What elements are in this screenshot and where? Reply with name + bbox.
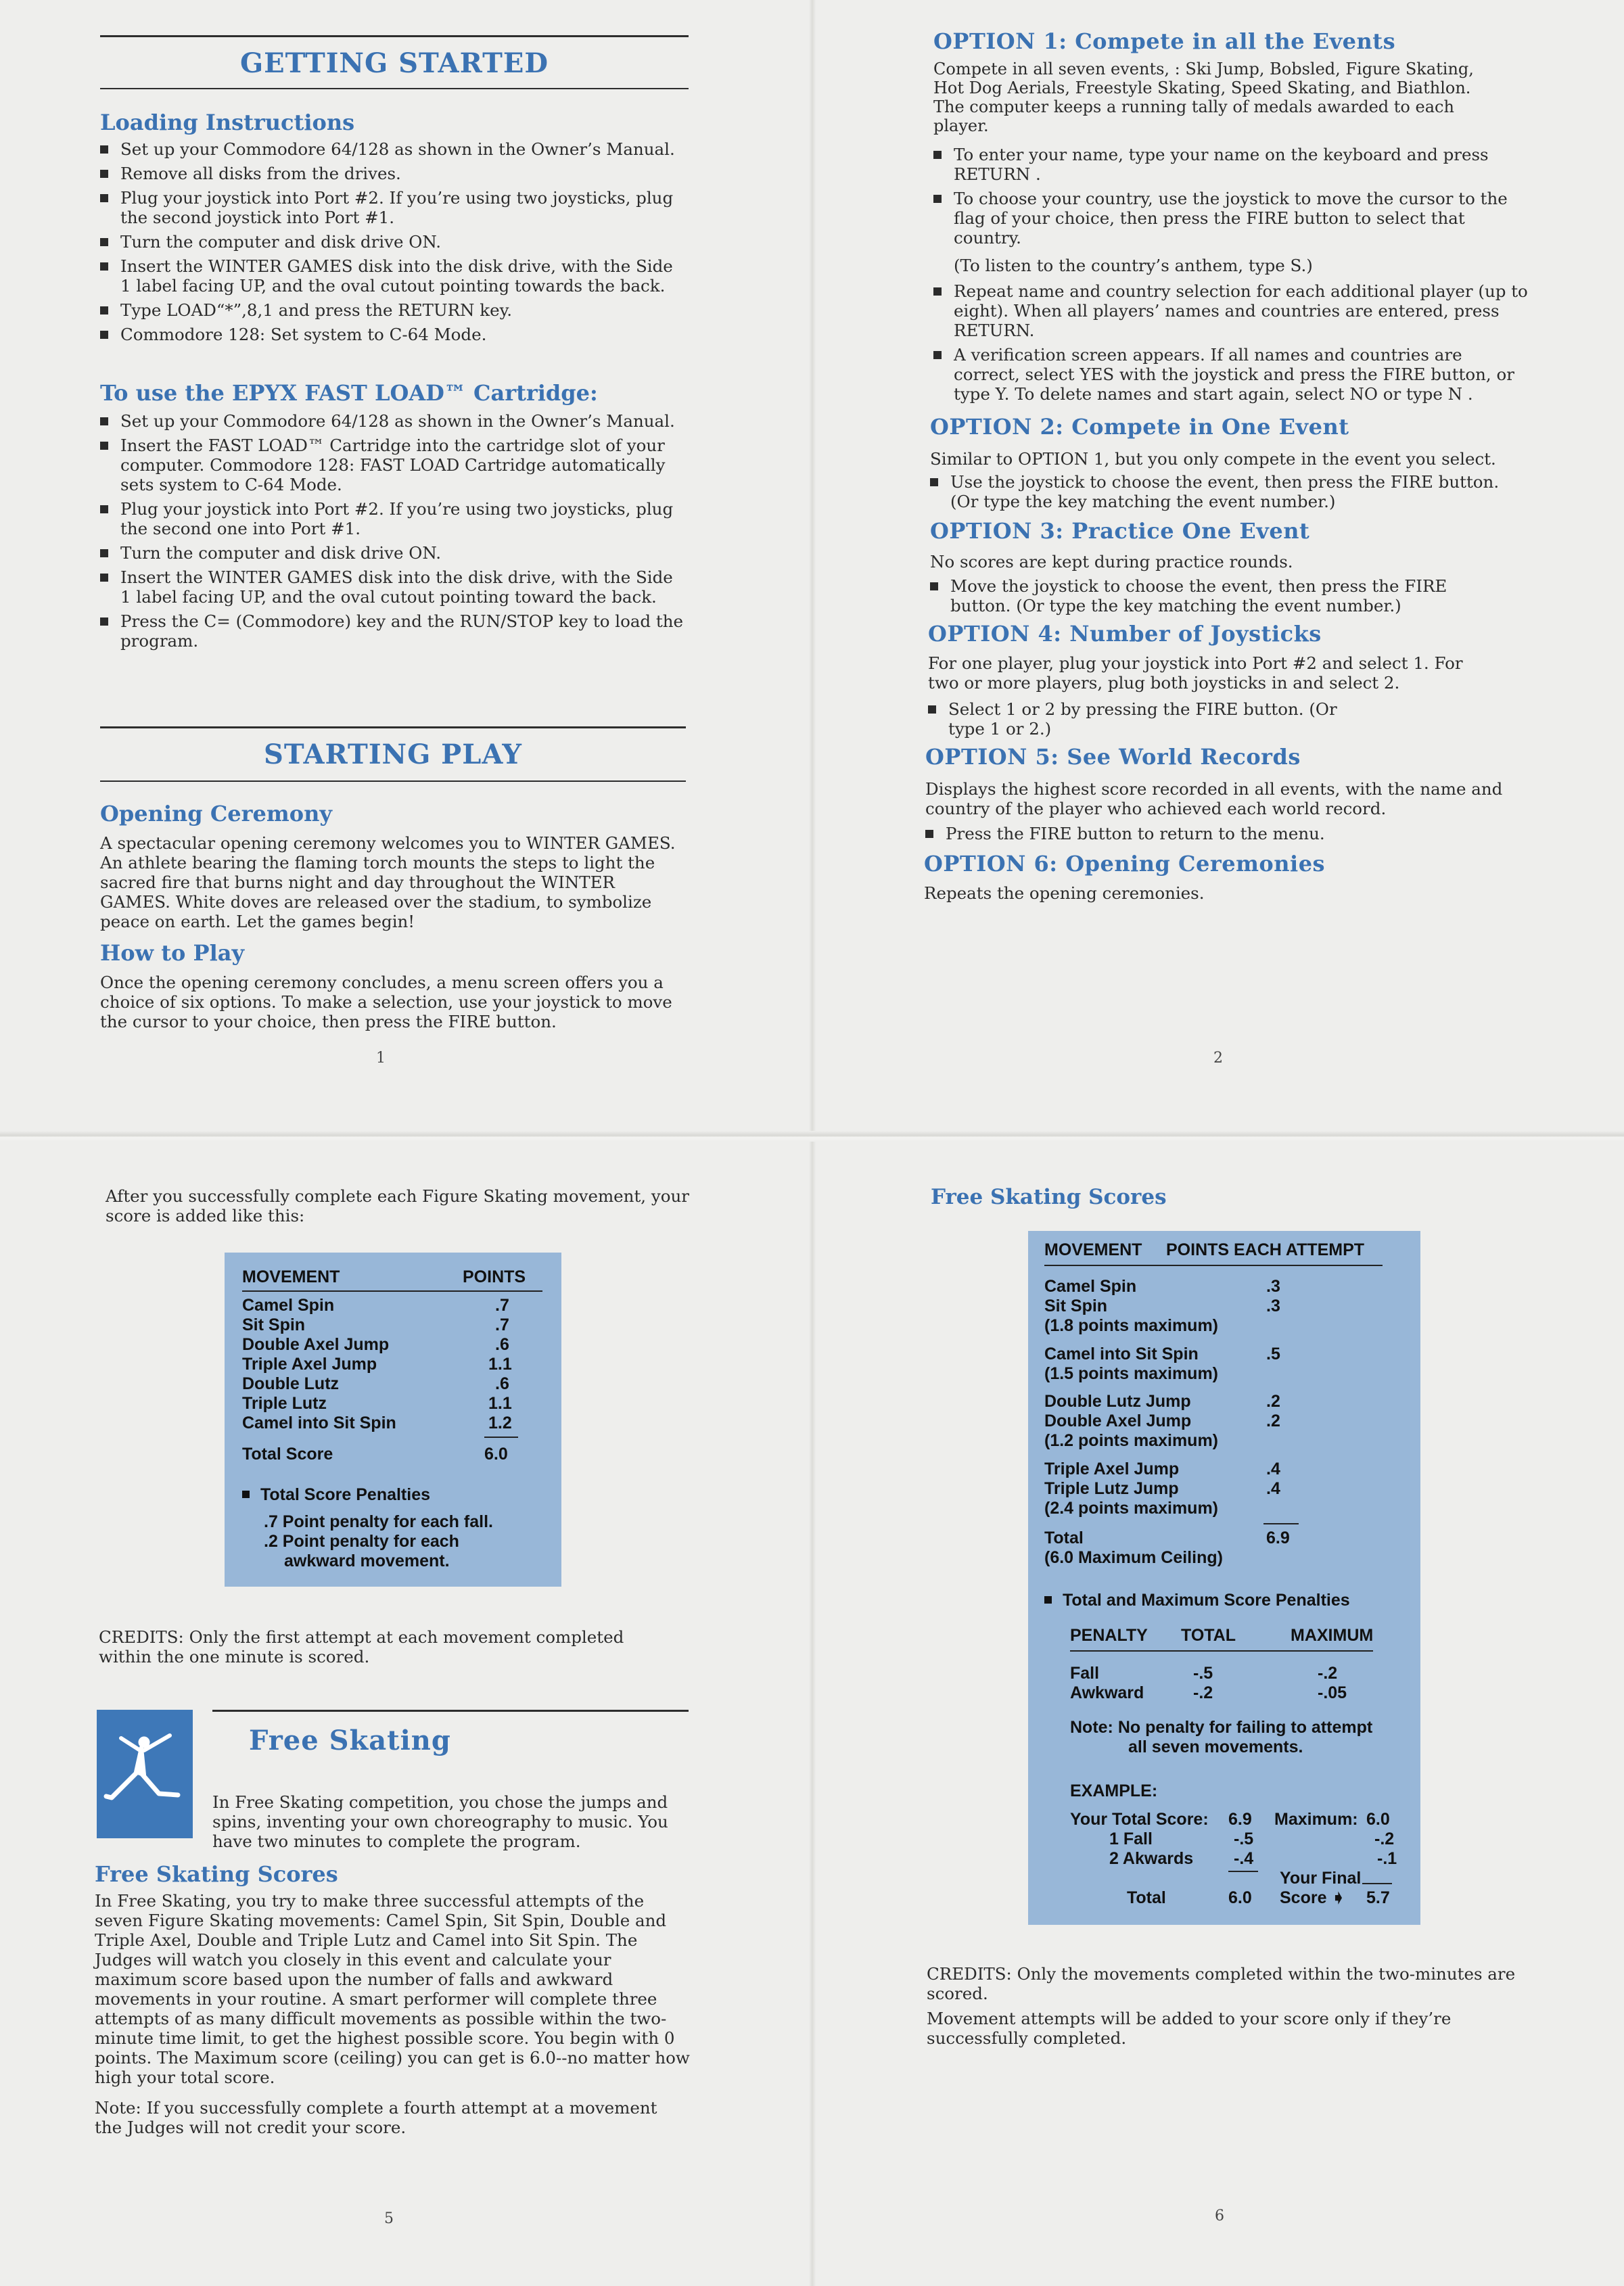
option-1-intro: Compete in all seven events, : Ski Jump, Bobsled, Figure Skating, Hot Dog Aerials, Freestyle Skating, Speed Skating, and Biathlon. The computer keeps a running tally of medals awarded to each player. bbox=[933, 60, 1474, 135]
example-awkward-label: 2 Akwards bbox=[1109, 1849, 1194, 1868]
total-score-value: 6.0 bbox=[484, 1445, 508, 1464]
list-item: To choose your country, use the joystick to move the cursor to the flag of your choice, then press the FIRE button to select that country. bbox=[933, 189, 1529, 248]
example-final-label: Your Final bbox=[1280, 1869, 1362, 1888]
table-row-points: .4 bbox=[1266, 1479, 1280, 1498]
option-2-heading: OPTION 2: Compete in One Event bbox=[930, 414, 1349, 440]
page-number: 5 bbox=[384, 2210, 394, 2227]
list-item: Remove all disks from the drives. bbox=[100, 164, 689, 183]
free-skating-rule bbox=[212, 1710, 689, 1712]
list-item: Use the joystick to choose the event, then press the FIRE button. (Or type the key matching the event number.) bbox=[930, 472, 1525, 511]
table-row-movement: Camel into Sit Spin bbox=[1044, 1345, 1199, 1363]
header-rule bbox=[242, 1290, 542, 1292]
list-item: Turn the computer and disk drive ON. bbox=[100, 232, 689, 252]
option-3-heading: OPTION 3: Practice One Event bbox=[930, 518, 1310, 544]
page-6-credits: CREDITS: Only the movements completed within the two-minutes are scored. bbox=[927, 1964, 1516, 2003]
table-row-movement: Camel Spin bbox=[242, 1296, 335, 1315]
example-final-score-label: Score ➧ bbox=[1280, 1888, 1346, 1907]
example-fall: -.5 bbox=[1234, 1829, 1254, 1848]
table-row-movement: Sit Spin bbox=[242, 1315, 306, 1334]
pen-row-total: -.5 bbox=[1193, 1664, 1213, 1683]
list-item: Turn the computer and disk drive ON. bbox=[100, 543, 689, 563]
sum-rule bbox=[1263, 1523, 1299, 1524]
loading-instructions-heading: Loading Instructions bbox=[100, 110, 355, 135]
free-skating-scores-heading: Free Skating Scores bbox=[95, 1861, 338, 1887]
list-item: Select 1 or 2 by pressing the FIRE button. (Or type 1 or 2.) bbox=[928, 699, 1347, 739]
table-row-points: .2 bbox=[1266, 1392, 1280, 1411]
example-fall-label: 1 Fall bbox=[1109, 1829, 1153, 1848]
page-5-credits: CREDITS: Only the first attempt at each movement completed within the one minute is scored. bbox=[99, 1627, 624, 1666]
penalties-heading: Total Score Penalties bbox=[260, 1485, 431, 1504]
pen-row-penalty: Fall bbox=[1070, 1664, 1100, 1683]
fastload-heading: To use the EPYX FAST LOAD™ Cartridge: bbox=[100, 380, 598, 406]
penalty-fall: .7 Point penalty for each fall. bbox=[264, 1512, 493, 1531]
example-awkward-max: -.1 bbox=[1377, 1849, 1397, 1868]
table-row-points: .6 bbox=[495, 1335, 509, 1354]
list-item: Commodore 128: Set system to C-64 Mode. bbox=[100, 325, 689, 344]
table-row-points: .4 bbox=[1266, 1460, 1280, 1478]
table-row-points: .7 bbox=[495, 1315, 509, 1334]
example-awkward: -.4 bbox=[1234, 1849, 1254, 1868]
figure-skater-icon bbox=[97, 1710, 193, 1838]
list-item: Insert the FAST LOAD™ Cartridge into the cartridge slot of your computer. Commodore 128: FAST LOAD Cartridge automatically sets system to C-64 Mode. bbox=[100, 436, 689, 494]
option-2-intro: Similar to OPTION 1, but you only compete in the event you select. bbox=[930, 449, 1496, 469]
option-5-heading: OPTION 5: See World Records bbox=[925, 744, 1301, 770]
col-movement-header: MOVEMENT bbox=[1044, 1240, 1142, 1259]
example-score-label: Your Total Score: bbox=[1070, 1810, 1209, 1829]
table-row-note: (1.2 points maximum) bbox=[1044, 1431, 1218, 1450]
list-item: Plug your joystick into Port #2. If you’re using two joysticks, plug the second joystick into Port #1. bbox=[100, 188, 689, 227]
list-item: Repeat name and country selection for each additional player (up to eight). When all players’ names and countries are entered, press RETURN. bbox=[933, 281, 1529, 340]
skater-logo bbox=[97, 1710, 193, 1838]
table-row-points: .3 bbox=[1266, 1277, 1280, 1296]
table-row-note: (2.4 points maximum) bbox=[1044, 1499, 1218, 1518]
table-row-movement: Double Lutz bbox=[242, 1374, 340, 1393]
example-max-label: Maximum: bbox=[1274, 1810, 1358, 1829]
option-1-heading: OPTION 1: Compete in all the Events bbox=[933, 28, 1396, 54]
example-max: 6.0 bbox=[1366, 1810, 1390, 1829]
col-points-header: POINTS bbox=[463, 1267, 526, 1286]
penalty-awkward-cont: awkward movement. bbox=[284, 1552, 450, 1570]
table-row-note: (1.8 points maximum) bbox=[1044, 1316, 1218, 1335]
pen-col-total: TOTAL bbox=[1181, 1626, 1236, 1645]
table-row-movement: Camel Spin bbox=[1044, 1277, 1137, 1296]
free-skating-scores-text: In Free Skating, you try to make three successful attempts of the seven Figure Skating movements: Camel Spin, Sit Spin, Double and Triple Axel, Double and Triple Lutz and Camel into Sit Spin. The Judges will watch you closely in this event and calculate your maximum score based upon the number of falls and awkward movements in your routine. A smart performer will complete three attempts of as many difficult movements as possible within the two-minute time limit, to get the highest possible score. You begin with 0 points. The Maximum score (ceiling) you can get is 6.0--no matter how high your total score. bbox=[95, 1891, 690, 2087]
page-number: 6 bbox=[1215, 2208, 1224, 2224]
table-row-points: .2 bbox=[1266, 1412, 1280, 1430]
option-4-heading: OPTION 4: Number of Joysticks bbox=[928, 621, 1322, 647]
list-item: Plug your joystick into Port #2. If you’re using two joysticks, plug the second one into Port #1. bbox=[100, 499, 689, 538]
table-row-movement: Double Lutz Jump bbox=[1044, 1392, 1191, 1411]
starting-play-title: STARTING PLAY bbox=[264, 739, 522, 770]
penalty-note-cont: all seven movements. bbox=[1128, 1737, 1303, 1756]
pen-row-penalty: Awkward bbox=[1070, 1683, 1144, 1702]
option-6-intro: Repeats the opening ceremonies. bbox=[924, 883, 1205, 903]
option-5-intro: Displays the highest score recorded in all events, with the name and country of the player who achieved each world record. bbox=[925, 779, 1503, 818]
total-score-label: Total Score bbox=[242, 1445, 333, 1464]
col-movement-header: MOVEMENT bbox=[242, 1267, 340, 1286]
table-row-movement: Triple Lutz bbox=[242, 1394, 327, 1413]
example-fall-max: -.2 bbox=[1374, 1829, 1395, 1848]
list-item: Set up your Commodore 64/128 as shown in the Owner’s Manual. bbox=[100, 139, 689, 159]
list-item: Insert the WINTER GAMES disk into the disk drive, with the Side 1 label facing UP, and the oval cutout pointing toward the back. bbox=[100, 567, 689, 607]
bullet-icon bbox=[1044, 1596, 1052, 1604]
table-row-note: (6.0 Maximum Ceiling) bbox=[1044, 1548, 1223, 1567]
example-total: 6.0 bbox=[1228, 1888, 1252, 1907]
penalties-heading: Total and Maximum Score Penalties bbox=[1063, 1591, 1350, 1610]
table-row-movement: Sit Spin bbox=[1044, 1297, 1108, 1315]
anthem-note: (To listen to the country’s anthem, type S.) bbox=[954, 256, 1313, 275]
pen-row-maximum: -.05 bbox=[1318, 1683, 1347, 1702]
example-total-label: Total bbox=[1127, 1888, 1166, 1907]
list-item: Insert the WINTER GAMES disk into the disk drive, with the Side 1 label facing UP, and the oval cutout pointing towards the back. bbox=[100, 256, 689, 296]
list-item: Move the joystick to choose the event, then press the FIRE button. (Or type the key matching the event number.) bbox=[930, 576, 1485, 615]
table-row-points: .3 bbox=[1266, 1297, 1280, 1315]
how-to-play-text: Once the opening ceremony concludes, a menu screen offers you a choice of six options. To make a selection, use your joystick to move the cursor to your choice, then press the FIRE button. bbox=[100, 973, 672, 1031]
option-3-intro: No scores are kept during practice rounds. bbox=[930, 552, 1293, 572]
table-row-movement: Triple Axel Jump bbox=[242, 1355, 377, 1374]
example-final-rule bbox=[1362, 1883, 1392, 1884]
table-row-points: .7 bbox=[495, 1296, 509, 1315]
list-item: Set up your Commodore 64/128 as shown in the Owner’s Manual. bbox=[100, 411, 689, 431]
pen-col-penalty: PENALTY bbox=[1070, 1626, 1148, 1645]
option-6-heading: OPTION 6: Opening Ceremonies bbox=[924, 851, 1326, 877]
table-row-movement: Double Axel Jump bbox=[242, 1335, 390, 1354]
how-to-play-heading: How to Play bbox=[100, 940, 245, 966]
sum-rule bbox=[484, 1437, 518, 1438]
page-6-credits-2: Movement attempts will be added to your score only if they’re successfully completed. bbox=[927, 2009, 1452, 2048]
pen-row-maximum: -.2 bbox=[1318, 1664, 1338, 1683]
header-rule bbox=[1044, 1265, 1383, 1266]
list-item: A verification screen appears. If all names and countries are correct, select YES with the joystick and press the FIRE button, or type Y. To delete names and start again, select NO or type N . bbox=[933, 345, 1529, 404]
table-row-points: 1.1 bbox=[488, 1355, 512, 1374]
table-row-points: 1.1 bbox=[488, 1394, 512, 1413]
list-item: Press the C= (Commodore) key and the RUN/STOP key to load the program. bbox=[100, 611, 689, 651]
table-row-movement: Triple Lutz Jump bbox=[1044, 1479, 1179, 1498]
table-row-movement: Double Axel Jump bbox=[1044, 1412, 1192, 1430]
opening-ceremony-text: A spectacular opening ceremony welcomes you to WINTER GAMES. An athlete bearing the flaming torch mounts the steps to light the sacred fire that burns night and day throughout the WINTER GAMES. White doves are released over the stadium, to symbolize peace on earth. Let the games begin! bbox=[100, 833, 676, 931]
table-total-value: 6.9 bbox=[1266, 1529, 1290, 1547]
table-row-note: (1.5 points maximum) bbox=[1044, 1364, 1218, 1383]
pen-col-maximum: MAXIMUM bbox=[1291, 1626, 1374, 1645]
page-number: 2 bbox=[1213, 1050, 1223, 1067]
table-row-movement: Camel into Sit Spin bbox=[242, 1414, 396, 1432]
opening-ceremony-heading: Opening Ceremony bbox=[100, 801, 332, 826]
table-row-points: .5 bbox=[1266, 1345, 1280, 1363]
list-item: Press the FIRE button to return to the menu. bbox=[925, 824, 1521, 843]
table-row-movement: Triple Axel Jump bbox=[1044, 1460, 1180, 1478]
example-sum-rule bbox=[1228, 1871, 1258, 1872]
page-6 bbox=[812, 0, 1624, 2286]
penalty-awkward: .2 Point penalty for each bbox=[264, 1532, 459, 1551]
option-4-intro: For one player, plug your joystick into Port #2 and select 1. For two or more players, plug both joysticks in and select 2. bbox=[928, 653, 1463, 693]
bullet-icon bbox=[242, 1491, 250, 1498]
page-number: 1 bbox=[376, 1050, 386, 1067]
table-total-label: Total bbox=[1044, 1529, 1084, 1547]
free-skating-title: Free Skating bbox=[249, 1725, 451, 1756]
example-heading: EXAMPLE: bbox=[1070, 1781, 1158, 1800]
table-row-points: 1.2 bbox=[488, 1414, 512, 1432]
figure-skating-score-table bbox=[225, 1253, 561, 1587]
example-final-score: 5.7 bbox=[1366, 1888, 1390, 1907]
penalty-note: Note: No penalty for failing to attempt bbox=[1070, 1718, 1373, 1737]
list-item: To enter your name, type your name on the keyboard and press RETURN . bbox=[933, 145, 1529, 184]
getting-started-title: GETTING STARTED bbox=[239, 47, 549, 79]
free-skating-note: Note: If you successfully complete a fourth attempt at a movement the Judges will not credit your score. bbox=[95, 2098, 657, 2137]
free-skating-score-table bbox=[1028, 1231, 1420, 1925]
free-skating-intro: In Free Skating competition, you chose the jumps and spins, inventing your own choreography to music. You have two minutes to complete the program. bbox=[212, 1792, 668, 1851]
pen-row-total: -.2 bbox=[1193, 1683, 1213, 1702]
page-5-intro: After you successfully complete each Figure Skating movement, your score is added like this: bbox=[106, 1186, 689, 1226]
col-points-header: POINTS EACH ATTEMPT bbox=[1166, 1240, 1365, 1259]
pen-header-rule bbox=[1070, 1650, 1373, 1652]
list-item: Type LOAD“*”,8,1 and press the RETURN key. bbox=[100, 300, 689, 320]
table-row-points: .6 bbox=[495, 1374, 509, 1393]
free-skating-scores-heading: Free Skating Scores bbox=[931, 1185, 1167, 1209]
example-score: 6.9 bbox=[1228, 1810, 1252, 1829]
